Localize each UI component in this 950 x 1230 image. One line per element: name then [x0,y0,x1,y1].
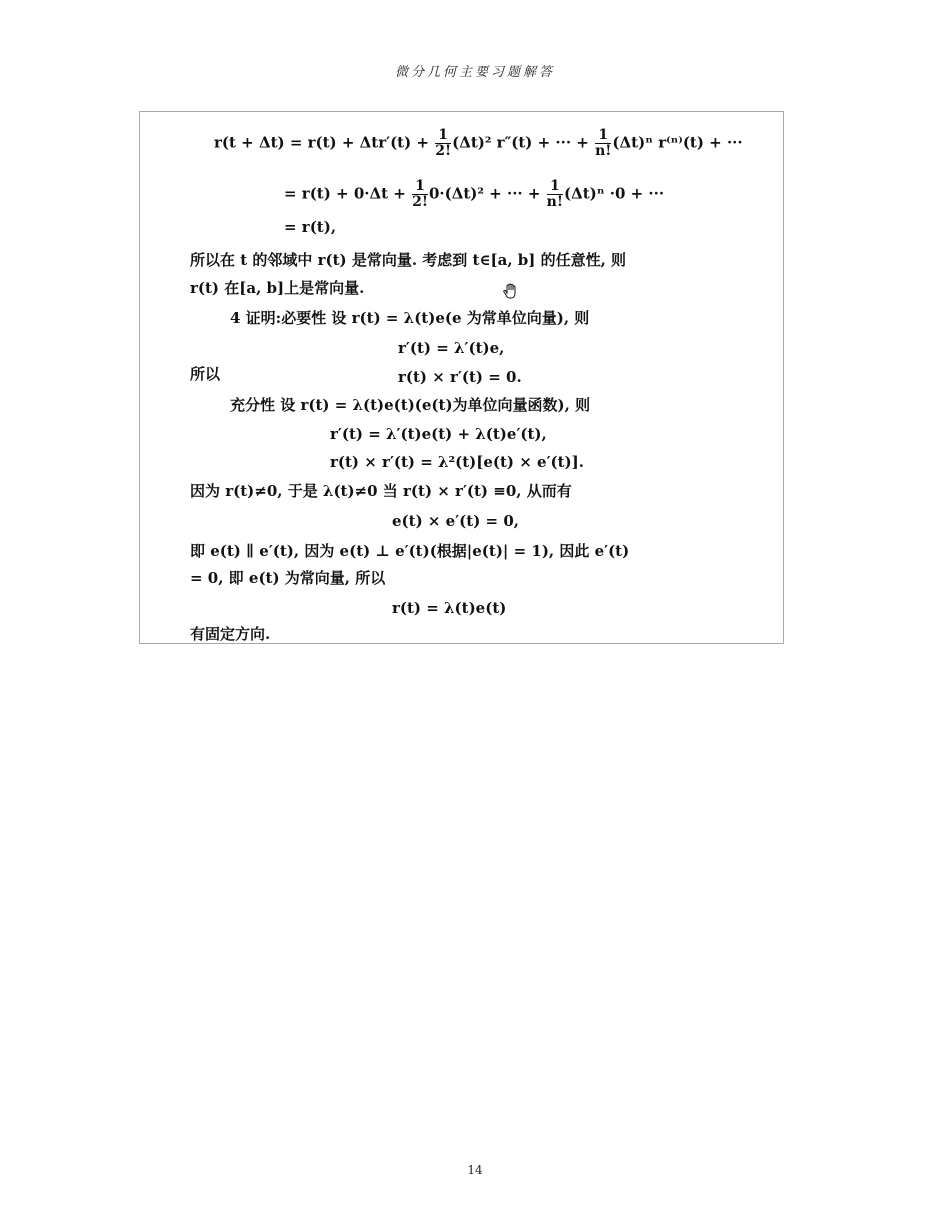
hand-cursor-icon [502,282,520,300]
substitution-line: = r(t) + 0·Δt + $\frac{1}{2!}$ 0·(Δt)² + ··· + $\frac{1}{n!}$ (Δt)ⁿ ·0 + ··· [284,178,665,210]
text-line: 有固定方向. [190,625,271,643]
fraction: $\frac{1}{n!}$ [546,178,563,210]
fraction: $\frac{1}{n!}$ [595,127,612,159]
proof-sufficiency-line: 充分性 设 r(t) = λ(t)e(t)(e(t)为单位向量函数), 则 [230,396,591,414]
result-line: = r(t), [284,218,337,236]
text-line: 所以 [190,365,221,383]
fraction: $\frac{1}{2!}$ [435,127,452,159]
equation-line: r(t) = λ(t)e(t) [392,599,507,617]
page-number: 14 [467,1163,483,1177]
expansion-end: (Δt)ⁿ r⁽ⁿ⁾(t) + ··· [612,133,743,152]
text-line: 因为 r(t)≠0, 于是 λ(t)≠0 当 r(t) × r′(t) ≡0, 从而有 [190,482,572,500]
fraction: $\frac{1}{2!}$ [412,178,428,210]
equation-line: r′(t) = λ′(t)e, [398,339,505,357]
equation-line: r′(t) = λ′(t)e(t) + λ(t)e′(t), [330,425,547,443]
proof-necessity-line: 4 证明:必要性 设 r(t) = λ(t)e(e 为常单位向量), 则 [230,309,590,327]
taylor-expansion-line [214,128,743,159]
equation-line: r(t) × r′(t) = λ²(t)[e(t) × e′(t)]. [330,453,584,471]
expansion-mid: (Δt)² r″(t) + ··· + [452,133,595,152]
text-line: r(t) 在[a, b]上是常向量. [190,279,365,297]
text-line: 所以在 t 的邻域中 r(t) 是常向量. 考虑到 t∈[a, b] 的任意性, 则 [190,251,627,269]
equation-line: e(t) × e′(t) = 0, [392,512,519,530]
text-line: 即 e(t) ∥ e′(t), 因为 e(t) ⊥ e′(t)(根据|e(t)| = 1), 因此 e′(t) [190,542,630,560]
text-line: = 0, 即 e(t) 为常向量, 所以 [190,569,386,587]
solution-excerpt [139,111,784,644]
equation-line: r(t) × r′(t) = 0. [398,368,522,386]
running-header: 微分几何主要习题解答 [394,65,555,80]
expansion-lhs: r(t + Δt) = r(t) + Δtr′(t) + [214,133,435,152]
